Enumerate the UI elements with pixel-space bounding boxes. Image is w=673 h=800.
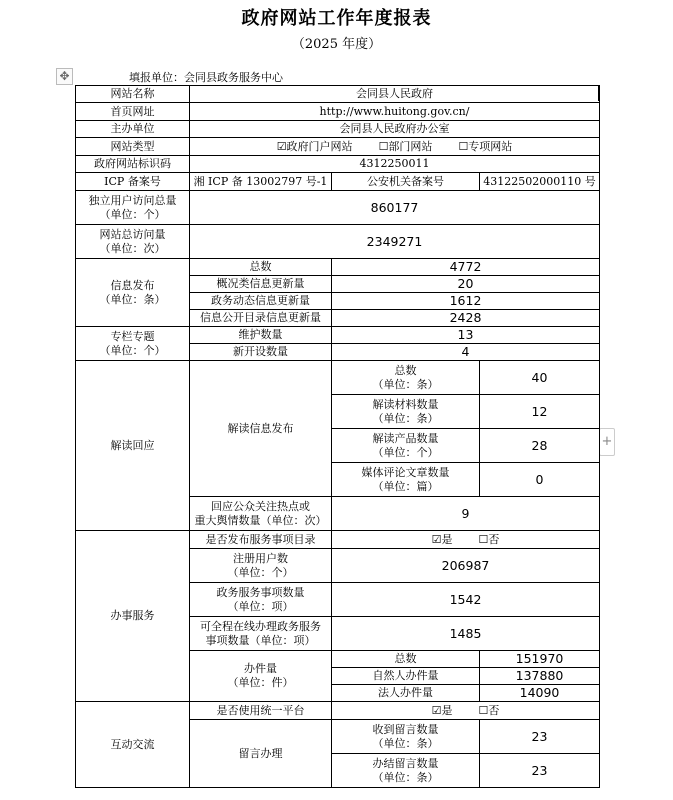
- site-code-value: 4312250011: [190, 156, 600, 173]
- info-overview-label: 概况类信息更新量: [190, 276, 332, 293]
- info-label-text: 信息发布: [110, 278, 155, 292]
- row-site-name: [76, 86, 600, 103]
- uv-label-text: 独立用户访问总量: [88, 193, 177, 207]
- interact-platform-options: [332, 702, 600, 720]
- volume-legal-label: 法人办件量: [332, 685, 480, 702]
- host-value: 会同县人民政府办公室: [190, 121, 600, 138]
- service-users-text: 注册用户数: [233, 551, 288, 565]
- platform-no-checkbox[interactable]: ☐否: [478, 703, 500, 717]
- message-done-label: [332, 754, 480, 788]
- interpret-total-value: 40: [480, 361, 600, 395]
- uv-value: 860177: [190, 191, 600, 225]
- service-online-line2: 事项数量（单位：项）: [205, 633, 316, 647]
- site-name-label: 网站名称: [76, 86, 190, 103]
- service-online-line1: 可全程在线办理政务服务: [200, 619, 321, 633]
- interpret-product-value: 28: [480, 429, 600, 463]
- report-year: （2025 年度）: [291, 37, 382, 52]
- volume-legal-value: 14090: [480, 685, 600, 702]
- interact-label: 互动交流: [76, 702, 190, 788]
- info-dynamic-value: 1612: [332, 293, 600, 310]
- interpret-product-text: 解读产品数量: [372, 431, 439, 445]
- row-site-code: [76, 156, 600, 173]
- interpret-total-text: 总数: [394, 363, 417, 377]
- interpret-total-unit: （单位：条）: [372, 377, 439, 391]
- interpret-response-line2: 重大舆情数量（单位：次）: [194, 513, 327, 527]
- column-label-text: 专栏专题: [110, 329, 155, 343]
- column-label: [76, 327, 190, 361]
- row-info-total: [76, 259, 600, 276]
- column-new-label: 新开设数量: [190, 344, 332, 361]
- filler-unit: 填报单位：会同县政务服务中心: [129, 71, 283, 84]
- page-title: 政府网站工作年度报表: [241, 8, 432, 29]
- volume-natural-value: 137880: [480, 668, 600, 685]
- interpret-publish-label: 解读信息发布: [190, 361, 332, 497]
- pv-label: [76, 225, 190, 259]
- column-maintain-value: 13: [332, 327, 600, 344]
- message-received-text: 收到留言数量: [372, 722, 439, 736]
- platform-yes-checkbox[interactable]: ☑是: [431, 703, 453, 717]
- info-total-value: 4772: [332, 259, 600, 276]
- info-label: [76, 259, 190, 327]
- service-items-value: 1542: [332, 583, 600, 617]
- row-interact-platform: [76, 702, 600, 720]
- interpret-response-label: [190, 497, 332, 531]
- message-done-text: 办结留言数量: [372, 756, 439, 770]
- message-received-value: 23: [480, 720, 600, 754]
- service-volume-text: 办件量: [244, 662, 277, 675]
- volume-total-value: 151970: [480, 651, 600, 668]
- info-unit: （单位：条）: [99, 292, 166, 306]
- site-type-options: [190, 138, 600, 156]
- police-value: 43122502000110 号: [480, 173, 600, 191]
- interpret-total-label: [332, 361, 480, 395]
- interpret-material-label: [332, 395, 480, 429]
- row-uv: [76, 191, 600, 225]
- info-catalog-label: 信息公开目录信息更新量: [190, 310, 332, 327]
- interpret-response-line1: 回应公众关注热点或: [211, 499, 310, 513]
- interpret-media-label: [332, 463, 480, 497]
- service-catalog-yes-checkbox[interactable]: ☑是: [431, 532, 453, 546]
- service-catalog-label: 是否发布服务事项目录: [190, 531, 332, 549]
- column-new-value: 4: [332, 344, 600, 361]
- interpret-media-unit: （单位：篇）: [372, 479, 439, 493]
- service-users-value: 206987: [332, 549, 600, 583]
- interpret-media-text: 媒体评论文章数量: [361, 465, 450, 479]
- interact-platform-label: 是否使用统一平台: [190, 702, 332, 720]
- message-done-value: 23: [480, 754, 600, 788]
- icp-label: ICP 备案号: [76, 173, 190, 191]
- row-interpret-total: [76, 361, 600, 395]
- service-volume-label: [190, 651, 332, 702]
- message-done-unit: （单位：条）: [372, 770, 439, 784]
- service-online-value: 1485: [332, 617, 600, 651]
- interpret-media-value: 0: [480, 463, 600, 497]
- homepage-value[interactable]: http://www.huitong.gov.cn/: [190, 103, 600, 121]
- interpret-material-value: 12: [480, 395, 600, 429]
- interpret-material-text: 解读材料数量: [372, 397, 439, 411]
- service-users-label: [190, 549, 332, 583]
- interpret-response-value: 9: [332, 497, 600, 531]
- site-code-label: 政府网站标识码: [76, 156, 190, 173]
- interpret-material-unit: （单位：条）: [372, 411, 439, 425]
- service-items-unit: （单位：项）: [227, 599, 294, 613]
- service-catalog-no-checkbox[interactable]: ☐否: [478, 532, 500, 546]
- info-overview-value: 20: [332, 276, 600, 293]
- pv-value: 2349271: [190, 225, 600, 259]
- type-special-checkbox[interactable]: ☐专项网站: [458, 139, 513, 153]
- row-pv: [76, 225, 600, 259]
- volume-natural-label: 自然人办件量: [332, 668, 480, 685]
- uv-label: [76, 191, 190, 225]
- volume-total-label: 总数: [332, 651, 480, 668]
- service-volume-unit: （单位：件）: [227, 676, 294, 689]
- service-online-label: [190, 617, 332, 651]
- move-icon[interactable]: ✥: [56, 68, 73, 85]
- service-items-label: [190, 583, 332, 617]
- column-unit: （单位：个）: [99, 343, 166, 357]
- police-label: 公安机关备案号: [332, 173, 480, 191]
- type-department-checkbox[interactable]: ☐部门网站: [378, 139, 433, 153]
- row-host: [76, 121, 600, 138]
- info-catalog-value: 2428: [332, 310, 600, 327]
- service-items-text: 政务服务事项数量: [216, 585, 305, 599]
- row-homepage: [76, 103, 600, 121]
- info-total-label: 总数: [190, 259, 332, 276]
- column-maintain-label: 维护数量: [190, 327, 332, 344]
- service-label: 办事服务: [76, 531, 190, 702]
- message-received-unit: （单位：条）: [372, 736, 439, 750]
- row-column-maintain: [76, 327, 600, 344]
- uv-unit: （单位：个）: [99, 207, 166, 221]
- host-label: 主办单位: [76, 121, 190, 138]
- report-table: [75, 85, 600, 788]
- interpret-product-unit: （单位：个）: [372, 445, 439, 459]
- interact-message-label: 留言办理: [190, 720, 332, 788]
- site-name-value: 会同县人民政府: [190, 86, 600, 103]
- interpret-label: 解读回应: [76, 361, 190, 531]
- icp-value: 湘 ICP 备 13002797 号-1: [190, 173, 332, 191]
- info-dynamic-label: 政务动态信息更新量: [190, 293, 332, 310]
- message-received-label: [332, 720, 480, 754]
- interpret-product-label: [332, 429, 480, 463]
- row-icp: [76, 173, 600, 191]
- pv-label-text: 网站总访问量: [99, 227, 166, 241]
- service-catalog-options: [332, 531, 600, 549]
- site-type-label: 网站类型: [76, 138, 190, 156]
- plus-icon[interactable]: +: [599, 428, 615, 456]
- row-service-catalog: [76, 531, 600, 549]
- type-portal-checkbox[interactable]: ☑政府门户网站: [276, 139, 353, 153]
- service-users-unit: （单位：个）: [227, 565, 294, 579]
- pv-unit: （单位：次）: [99, 241, 166, 255]
- homepage-label: 首页网址: [76, 103, 190, 121]
- row-site-type: [76, 138, 600, 156]
